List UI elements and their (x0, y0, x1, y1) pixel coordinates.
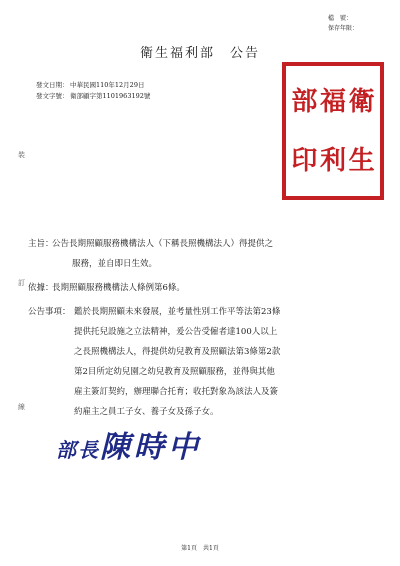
subject-line-1: 公告長期照顧服務機構法人（下稱長照機構法人）得提供之 (52, 239, 274, 249)
seal-char: 印 (291, 145, 318, 176)
retention-period: 保存年限： (327, 25, 358, 32)
binding-line-char: 訂 (18, 279, 25, 287)
basis-label: 依據： (28, 283, 54, 293)
minister-signature (56, 422, 202, 466)
official-seal (282, 62, 384, 200)
signature-title: 部長 (56, 438, 100, 462)
issue-date-row (36, 80, 144, 89)
archive-number: 檔 號： (327, 15, 352, 22)
page-footer: 第1頁 共1頁 (181, 545, 219, 552)
document-number-value: 衛部顧字第1101963192號 (70, 92, 151, 100)
issue-date-label: 發文日期： (36, 81, 69, 89)
subject-line-2: 服務，並自即日生效。 (72, 259, 158, 269)
document-number-label: 發文字號： (36, 92, 69, 100)
basis-text: 長期照顧服務機構法人條例第6條。 (52, 283, 185, 293)
notice-line: 第2目所定幼兒園之幼兒教育及照顧服務，並得與其他 (74, 367, 275, 377)
binding-line-char: 線 (18, 403, 25, 411)
subject-label: 主旨： (28, 239, 54, 249)
signature-name: 陳時中 (100, 430, 202, 465)
binding-line-char: 裝 (18, 151, 25, 159)
seal-char: 福 (319, 86, 346, 117)
notice-line: 提供托兒設施之立法精神，爰公告受僱者達100人以上 (74, 327, 278, 337)
seal-char: 衛 (348, 86, 375, 117)
notice-line: 雇主簽訂契約，辦理聯合托育；收托對象為該法人及簽 (74, 387, 279, 397)
seal-char: 生 (348, 145, 375, 176)
issue-date-value: 中華民國110年12月29日 (70, 81, 145, 89)
document-title: 衛生福利部 公告 (139, 46, 260, 61)
notice-line: 之長照機構法人，得提供幼兒教育及照顧法第3條第2款 (74, 347, 281, 357)
notice-line: 鑑於長期照顧未來發展，並考量性別工作平等法第23條 (74, 307, 281, 317)
seal-char: 部 (291, 86, 318, 117)
notice-label: 公告事項： (28, 307, 71, 317)
seal-char: 利 (319, 145, 346, 176)
archive-info (328, 14, 358, 34)
notice-line: 約雇主之員工子女、養子女及孫子女。 (74, 407, 219, 417)
document-number-row (36, 91, 150, 100)
